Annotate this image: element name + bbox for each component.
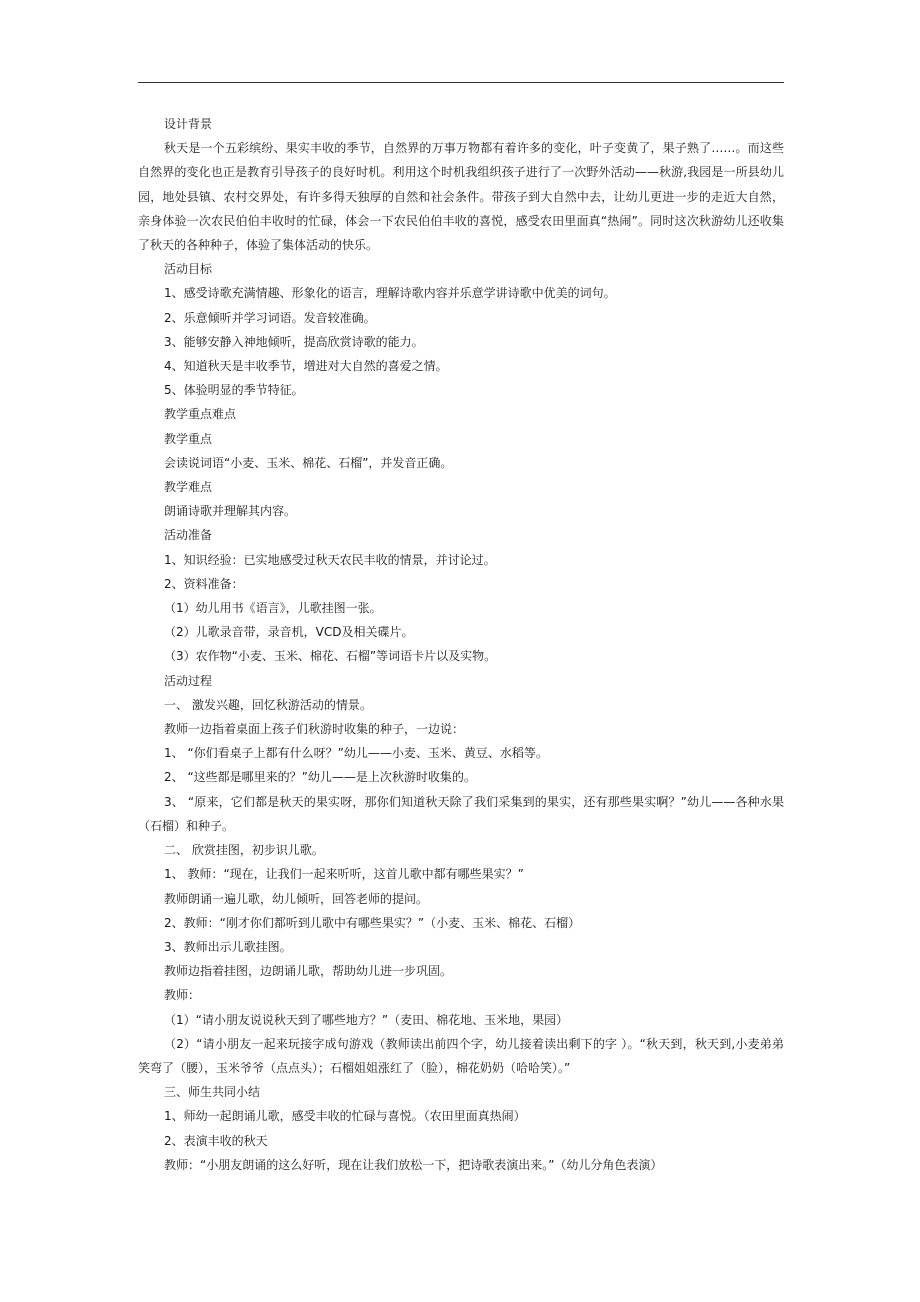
- list-item: 2、表演丰收的秋天: [164, 1133, 268, 1148]
- list-item: 1、感受诗歌充满情趣、形象化的语言，理解诗歌内容并乐意学讲诗歌中优美的词句。: [164, 286, 616, 301]
- list-item: 3、能够安静入神地倾听，提高欣赏诗歌的能力。: [164, 334, 424, 349]
- list-item: 2、乐意倾听并学习词语。发音较准确。: [164, 310, 376, 325]
- list-item: （3）农作物“小麦、玉米、棉花、石榴”等词语卡片以及实物。: [164, 649, 497, 664]
- section-heading: 活动目标: [164, 262, 213, 277]
- step-heading: 三、师生共同小结: [164, 1085, 261, 1100]
- text-line: 会读说词语“小麦、玉米、棉花、石榴”，并发音正确。: [164, 455, 453, 470]
- step-heading: 二、 欣赏挂图，初步识儿歌。: [164, 843, 324, 858]
- list-item: 4、知道秋天是丰收季节，增进对大自然的喜爱之情。: [164, 359, 448, 374]
- text-line: 教师：: [164, 988, 201, 1003]
- header-rule: [138, 82, 784, 83]
- list-item: 3、教师出示儿歌挂图。: [164, 939, 292, 954]
- section-heading: 活动过程: [164, 673, 213, 688]
- subheading: 教学重点: [164, 431, 213, 446]
- list-item: 2、资料准备：: [164, 576, 244, 591]
- list-item: 2、教师：“刚才你们都听到儿歌中有哪些果实？”（小麦、玉米、棉花、石榴）: [164, 915, 581, 930]
- list-item: （2）儿歌录音带，录音机，VCD及相关碟片。: [164, 625, 414, 640]
- step-heading: 一、 激发兴趣，回忆秋游活动的情景。: [164, 697, 372, 712]
- section-heading: 活动准备: [164, 528, 213, 543]
- list-item: 2、 “这些都是哪里来的？”幼儿——是上次秋游时收集的。: [164, 770, 476, 785]
- text-line: 教师朗诵一遍儿歌，幼儿倾听，回答老师的提问。: [164, 891, 429, 906]
- list-item: （2）“请小朋友一起来玩接字成句游戏（教师读出前四个字，幼儿接着读出剩下的字 ）。“秋天到，秋天到,小麦弟弟笑弯了（腰），玉米爷爷（点点头）；石榴姐姐涨红了（脸），棉花奶奶（哈哈笑）。”: [138, 1036, 784, 1075]
- list-item: （1）“请小朋友说说秋天到了哪些地方？”（麦田、棉花地、玉米地，果园）: [164, 1012, 569, 1027]
- list-item: 1、 “你们看桌子上都有什么呀？”幼儿——小麦、玉米、黄豆、水稻等。: [164, 746, 548, 761]
- list-item: （1）幼儿用书《语言》，儿歌挂图一张。: [164, 601, 382, 616]
- list-item: 5、体验明显的季节特征。: [164, 383, 304, 398]
- subheading: 教学难点: [164, 480, 213, 495]
- document-body: [138, 112, 784, 1177]
- text-line: 朗诵诗歌并理解其内容。: [164, 504, 297, 519]
- list-item: 1、 教师：“现在，让我们一起来听听，这首儿歌中都有哪些果实？”: [164, 867, 524, 882]
- list-item: 1、师幼一起朗诵儿歌，感受丰收的忙碌与喜悦。（农田里面真热闹）: [164, 1109, 526, 1124]
- paragraph: 秋天是一个五彩缤纷、果实丰收的季节，自然界的万事万物都有着许多的变化，叶子变黄了，果子熟了……。而这些自然界的变化也正是教育引导孩子的良好时机。利用这个时机我组织孩子进行了一次野外活动——秋游,我园是一所县幼儿园，地处县镇、农村交界处，有许多得天独厚的自然和社会条件。带孩子到大自然中去，让幼儿更进一步的走近大自然，亲身体验一次农民伯伯丰收时的忙碌，体会一下农民伯伯丰收的喜悦，感受农田里面真“热闹”。同时这次秋游幼儿还收集了秋天的各种种子，体验了集体活动的快乐。: [138, 141, 784, 253]
- list-item: 1、知识经验：已实地感受过秋天农民丰收的情景，并讨论过。: [164, 552, 496, 567]
- text-line: 教师边指着挂图，边朗诵儿歌，帮助幼儿进一步巩固。: [164, 964, 453, 979]
- section-heading: 教学重点难点: [164, 407, 237, 422]
- list-item: 3、 “原来，它们都是秋天的果实呀，那你们知道秋天除了我们采集到的果实，还有那些果实啊？”幼儿——各种水果（石榴）和种子。: [138, 794, 784, 833]
- text-line: 教师一边指着桌面上孩子们秋游时收集的种子，一边说：: [164, 722, 465, 737]
- text-line: 教师：“小朋友朗诵的这么好听，现在让我们放松一下，把诗歌表演出来。”（幼儿分角色表演）: [164, 1157, 663, 1172]
- section-heading: 设计背景: [164, 117, 213, 131]
